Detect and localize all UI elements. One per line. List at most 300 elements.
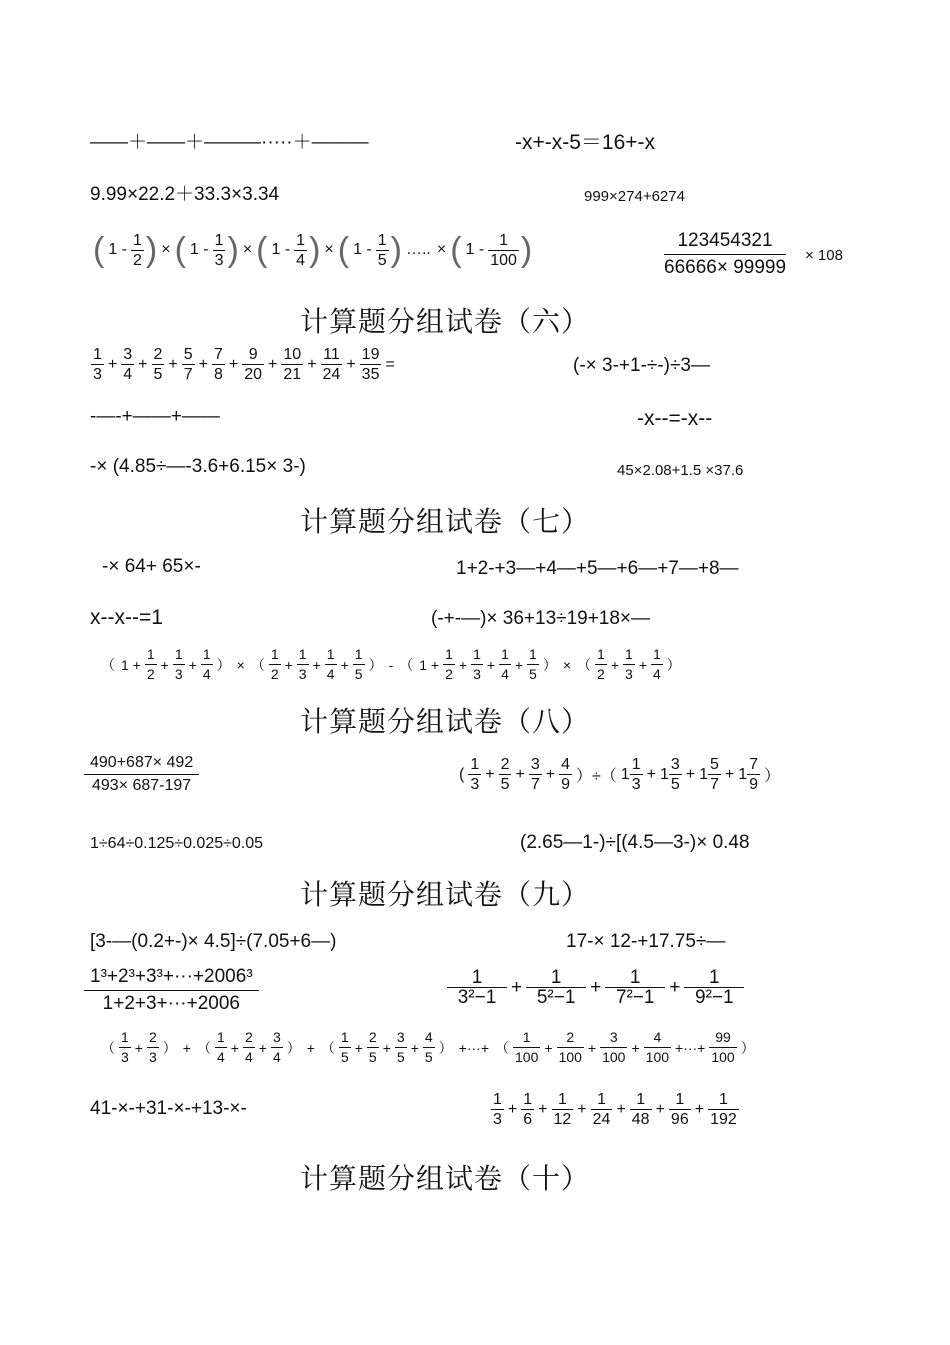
numerator: 1 — [630, 1090, 652, 1110]
fraction — [281, 346, 303, 383]
numerator: 3 — [530, 756, 540, 773]
operator: + — [507, 1100, 518, 1118]
numerator: 3 — [600, 1028, 627, 1048]
operator: + — [486, 656, 496, 673]
expr-multiplier: × 108 — [805, 247, 843, 264]
denominator: 48 — [631, 1111, 650, 1128]
denominator: 3 — [473, 666, 481, 682]
fraction — [271, 1029, 283, 1065]
denominator: 21 — [283, 366, 302, 383]
numerator: 1 — [133, 231, 142, 249]
expr-mixed-number-sum: 1+2-+3—+4—+5—+6—+7—+8— — [456, 558, 739, 579]
denominator: 5 — [529, 666, 537, 682]
fraction — [269, 646, 281, 682]
denominator: 9 — [561, 776, 570, 793]
fraction — [557, 1029, 584, 1065]
numerator: 9 — [242, 345, 264, 365]
operator: + — [694, 1100, 705, 1118]
operator: + — [655, 1100, 665, 1118]
numerator: 1 — [339, 1028, 351, 1048]
denominator: 3²−1 — [457, 987, 497, 1008]
numerator: 3 — [395, 1028, 407, 1048]
denominator: 4 — [244, 1049, 253, 1065]
denominator: 7 — [183, 366, 193, 383]
operator: + — [284, 656, 293, 673]
denominator: 4 — [653, 666, 661, 682]
operator: + — [458, 656, 468, 673]
denominator: 100 — [490, 251, 517, 269]
numerator: 5 — [710, 756, 719, 773]
operator: + — [590, 976, 602, 998]
numerator: 5 — [183, 346, 193, 363]
operator: × — [236, 656, 245, 673]
numerator: 2 — [243, 1028, 255, 1048]
numerator: 10 — [283, 346, 302, 363]
fraction — [423, 1029, 435, 1065]
denominator: 5²−1 — [536, 987, 576, 1008]
fraction — [595, 646, 607, 682]
numerator: 1 — [269, 645, 281, 665]
fraction — [630, 1091, 652, 1128]
term-prefix: 1 - — [353, 241, 372, 258]
term-prefix: 1 - — [189, 241, 209, 258]
fraction — [709, 1029, 736, 1065]
parenthesis: ) — [309, 231, 321, 269]
operator: + — [312, 656, 321, 673]
denominator: 4 — [272, 1049, 281, 1065]
denominator: 4 — [216, 1049, 225, 1065]
fraction — [119, 1029, 131, 1065]
operator: + — [188, 656, 197, 673]
parenthesis: （ — [399, 656, 414, 673]
operator: + — [616, 1100, 626, 1118]
expr-equation-x-2: -x--=-x-- — [637, 407, 713, 430]
parenthesis: ） — [216, 656, 231, 673]
denominator: 5 — [354, 666, 363, 682]
expr-mixed-product: 17-× 12-+17.75÷— — [566, 931, 726, 952]
denominator: 4 — [501, 666, 509, 682]
numerator: 19 — [361, 346, 380, 363]
fraction — [620, 756, 643, 793]
numerator: 1 — [669, 1090, 691, 1110]
numerator: 1 — [708, 1090, 739, 1110]
whole-part: 1 — [659, 765, 669, 783]
expr-fraction-product: -× 64+ 65×- — [102, 556, 201, 577]
operator: × — [562, 656, 572, 673]
parenthesis: ） — [368, 656, 383, 673]
numerator: 7 — [214, 346, 223, 363]
expr-fraction-sum — [90, 345, 398, 384]
parenthesis: （ — [250, 656, 265, 673]
numerator: 1 — [591, 1090, 613, 1110]
expr-grouped-sum-series — [98, 1028, 758, 1067]
operator: ）÷（ — [575, 768, 617, 785]
denominator: 7 — [530, 776, 540, 793]
numerator: 1 — [145, 645, 157, 665]
denominator: 3 — [148, 1049, 157, 1065]
operator: + — [724, 765, 735, 783]
term-prefix: 1 - — [465, 241, 485, 258]
operator: + — [587, 1039, 597, 1056]
ellipsis: ….. — [405, 241, 431, 258]
fraction — [552, 1091, 574, 1128]
parenthesis: ） — [286, 1039, 301, 1056]
operator: + — [160, 656, 169, 673]
fraction — [182, 346, 195, 383]
parenthesis: ） — [162, 1039, 177, 1056]
operator: + — [258, 1039, 267, 1056]
numerator: 1 — [214, 231, 224, 249]
numerator: 1 — [526, 968, 586, 988]
denominator: 5 — [670, 776, 680, 793]
parenthesis: ( — [174, 231, 186, 269]
numerator: 1³+2³+3³+···+2006³ — [84, 966, 259, 991]
numerator: 1 — [513, 1028, 540, 1048]
fraction — [499, 646, 511, 682]
parenthesis: ） — [764, 768, 781, 785]
fraction — [491, 1091, 504, 1128]
fraction — [659, 756, 682, 793]
term-prefix: 1 - — [271, 241, 291, 258]
numerator: 1 — [651, 645, 663, 665]
numerator: 123454321 — [664, 230, 786, 255]
expr-product-of-differences — [92, 230, 533, 270]
denominator: 4 — [202, 666, 211, 682]
operator: + — [514, 656, 524, 673]
parenthesis: （ — [101, 1039, 115, 1056]
numerator: 99 — [709, 1028, 736, 1048]
fraction — [339, 1029, 351, 1065]
denominator: 3 — [214, 251, 224, 269]
numerator: 11 — [321, 345, 343, 365]
numerator: 2 — [367, 1028, 379, 1048]
operator: + — [182, 1039, 191, 1056]
expr-fraction-series: -—-+——+—— — [90, 406, 220, 427]
fraction — [443, 646, 455, 682]
expr-mixed-products-sum: 41-×-+31-×-+13-×- — [90, 1098, 247, 1119]
equals-sign: = — [385, 355, 395, 373]
numerator: 1 — [488, 231, 519, 251]
parenthesis: （ — [577, 656, 592, 673]
denominator: 5 — [153, 366, 163, 383]
fraction — [201, 646, 213, 682]
numerator: 4 — [644, 1028, 671, 1048]
denominator: 1+2+3+···+2006 — [102, 993, 240, 1014]
section-title-7: 计算题分组试卷（七） — [300, 505, 591, 538]
numerator: 1 — [527, 645, 539, 665]
numerator: 2 — [557, 1028, 584, 1048]
fraction — [738, 756, 760, 793]
fraction — [591, 1091, 613, 1128]
expr-fraction-division — [456, 755, 783, 794]
numerator: 1 — [447, 968, 507, 988]
fraction — [447, 967, 507, 1008]
denominator: 8 — [214, 366, 223, 383]
expr-square-fraction-sum — [446, 968, 745, 1007]
operator: + — [511, 976, 523, 998]
operator: + — [306, 1039, 315, 1056]
parenthesis: ( — [459, 765, 465, 783]
operator: + — [382, 1039, 391, 1056]
denominator: 192 — [710, 1111, 737, 1128]
fraction — [145, 646, 157, 682]
numerator: 1 — [623, 645, 635, 665]
parenthesis: （ — [101, 656, 115, 673]
parenthesis: ) — [390, 231, 402, 269]
parenthesis: ) — [227, 231, 239, 269]
expr-grouped-fractions — [98, 645, 684, 684]
operator: + — [340, 656, 349, 673]
fraction — [91, 346, 104, 383]
numerator: 2 — [500, 756, 510, 773]
expr-decimal-product-2: 45×2.08+1.5 ×37.6 — [617, 462, 744, 479]
denominator: 4 — [296, 251, 306, 269]
numerator: 1 — [499, 645, 511, 665]
parenthesis: ( — [337, 231, 350, 269]
numerator: 1 — [377, 231, 387, 249]
numerator: 1 — [684, 968, 744, 988]
operator: + — [638, 656, 647, 673]
fraction — [212, 346, 225, 383]
numerator: 3 — [271, 1028, 283, 1048]
denominator: 4 — [326, 666, 335, 682]
numerator: 1 — [296, 231, 306, 249]
operator: + — [138, 355, 148, 373]
numerator: 1 — [443, 645, 455, 665]
ellipsis: +···+ — [458, 1039, 490, 1056]
denominator: 3 — [625, 666, 633, 682]
operator: + — [354, 1039, 363, 1056]
parenthesis: （ — [495, 1039, 510, 1056]
denominator: 35 — [361, 366, 380, 383]
operator: + — [107, 355, 118, 373]
expr-mixed-operations: (-× 3-+1-÷-)÷3— — [573, 355, 710, 376]
denominator: 24 — [592, 1111, 611, 1128]
operator: + — [307, 355, 317, 373]
operator: × — [161, 241, 171, 258]
section-title-8: 计算题分组试卷（八） — [300, 705, 591, 738]
operator: + — [577, 1100, 587, 1118]
denominator: 4 — [123, 366, 133, 383]
expr-equation-x: -x+-x-5＝16+-x — [515, 131, 656, 154]
numerator: 1 — [119, 1028, 131, 1048]
numerator: 4 — [561, 756, 570, 773]
numerator: 1 — [353, 645, 365, 665]
fraction — [243, 1029, 255, 1065]
whole-part: 1 — [699, 765, 708, 783]
denominator: 100 — [711, 1049, 735, 1065]
denominator: 100 — [515, 1049, 539, 1065]
parenthesis: （ — [320, 1039, 335, 1056]
fraction — [121, 346, 134, 383]
numerator: 1 — [552, 1090, 574, 1110]
operator: + — [631, 1039, 640, 1056]
fraction — [471, 646, 483, 682]
fraction — [468, 756, 481, 793]
fraction — [651, 646, 663, 682]
denominator: 3 — [493, 1111, 502, 1128]
expr-decimal-product: 9.99×22.2＋33.3×3.34 — [90, 184, 280, 205]
expr-geometric-fraction-sum — [490, 1090, 740, 1129]
operator: + — [230, 1039, 239, 1056]
fraction — [213, 231, 226, 269]
denominator: 5 — [368, 1049, 377, 1065]
fraction — [684, 967, 744, 1008]
fraction — [623, 646, 635, 682]
operator: + — [685, 765, 696, 783]
denominator: 493× 687-197 — [92, 777, 192, 794]
operator: + — [168, 355, 178, 373]
fraction — [367, 1029, 379, 1065]
expr-bracket-division: (2.65—1-)÷[(4.5—3-)× 0.48 — [520, 832, 750, 853]
parenthesis: ） — [438, 1039, 453, 1056]
numerator: 1 — [215, 1028, 227, 1048]
numerator: 7 — [749, 756, 759, 773]
fraction — [353, 646, 365, 682]
fraction — [360, 346, 382, 383]
numerator: 1 — [631, 756, 641, 773]
denominator: 96 — [670, 1111, 689, 1128]
numerator: 1 — [297, 645, 309, 665]
denominator: 2 — [270, 666, 279, 682]
ellipsis: +···+ — [675, 1039, 706, 1056]
parenthesis: ( — [450, 231, 462, 269]
fraction — [644, 1029, 671, 1065]
fraction — [376, 231, 389, 269]
denominator: 5 — [500, 776, 510, 793]
operator: + — [268, 355, 278, 373]
numerator: 1 — [493, 1091, 502, 1108]
denominator: 3 — [93, 366, 102, 383]
numerator: 1 — [325, 645, 337, 665]
numerator: 490+687× 492 — [84, 754, 199, 775]
fraction — [699, 756, 721, 793]
term-prefix: 1 + — [419, 656, 440, 673]
expr-cube-sum-fraction — [84, 966, 259, 1015]
fraction — [527, 646, 539, 682]
fraction — [173, 646, 185, 682]
operator: + — [545, 765, 556, 783]
parenthesis: ( — [256, 231, 268, 269]
denominator: 9²−1 — [695, 987, 734, 1008]
operator: + — [515, 765, 525, 783]
fraction — [529, 756, 542, 793]
expr-division-chain: 1÷64÷0.125÷0.025÷0.05 — [90, 835, 264, 852]
fraction — [559, 756, 572, 793]
fraction — [395, 1029, 407, 1065]
numerator: 4 — [423, 1028, 435, 1048]
operator: + — [485, 765, 495, 783]
denominator: 100 — [558, 1049, 582, 1065]
fraction — [215, 1029, 227, 1065]
denominator: 100 — [602, 1049, 626, 1065]
numerator: 1 — [523, 1091, 533, 1108]
parenthesis: ） — [740, 1039, 755, 1056]
whole-part: 1 — [620, 765, 630, 783]
denominator: 6 — [523, 1111, 533, 1128]
fraction — [605, 967, 665, 1008]
fraction — [521, 1091, 534, 1128]
term-prefix: 1 - — [108, 241, 127, 258]
expr-series-fractions: ——＋——＋———·····＋——— — [90, 132, 369, 153]
denominator: 3 — [298, 666, 307, 682]
expr-integer-fraction — [84, 754, 199, 795]
denominator: 5 — [424, 1049, 433, 1065]
denominator: 3 — [631, 776, 641, 793]
fraction — [708, 1091, 739, 1128]
operator: × — [436, 241, 447, 258]
whole-part: 1 — [738, 765, 748, 783]
operator: × — [324, 241, 334, 258]
section-title-9: 计算题分组试卷（九） — [300, 878, 591, 911]
denominator: 7²−1 — [615, 987, 655, 1008]
numerator: 2 — [147, 1028, 159, 1048]
section-title-10: 计算题分组试卷（十） — [300, 1162, 591, 1195]
fraction — [131, 231, 144, 269]
operator: - — [388, 656, 394, 673]
denominator: 2 — [133, 251, 142, 269]
fraction — [669, 1091, 691, 1128]
fraction — [321, 346, 343, 383]
numerator: 1 — [471, 645, 483, 665]
denominator: 2 — [597, 666, 605, 682]
operator: × — [242, 241, 253, 258]
parenthesis: ) — [520, 231, 533, 269]
expr-integer-product: 999×274+6274 — [584, 188, 685, 205]
numerator: 3 — [670, 756, 680, 773]
operator: + — [544, 1039, 553, 1056]
denominator: 3 — [121, 1049, 129, 1065]
expr-large-fraction — [664, 230, 786, 279]
fraction — [152, 346, 165, 383]
fraction — [294, 231, 307, 269]
operator: + — [646, 765, 656, 783]
denominator: 5 — [396, 1049, 405, 1065]
operator: + — [669, 976, 681, 998]
parenthesis: （ — [196, 1039, 211, 1056]
denominator: 9 — [749, 776, 759, 793]
section-title-6: 计算题分组试卷（六） — [300, 305, 591, 338]
numerator: 1 — [201, 645, 213, 665]
denominator: 7 — [710, 776, 719, 793]
parenthesis: ） — [666, 656, 681, 673]
expr-distributive: (-+-—)× 36+13÷19+18×— — [431, 608, 651, 629]
denominator: 24 — [322, 366, 341, 383]
denominator: 2 — [445, 666, 453, 682]
denominator: 3 — [470, 776, 480, 793]
denominator: 20 — [244, 366, 263, 383]
fraction — [147, 1029, 159, 1065]
parenthesis: ) — [145, 231, 158, 269]
fraction — [488, 231, 519, 269]
denominator: 12 — [553, 1111, 572, 1128]
operator: + — [538, 1100, 548, 1118]
expr-decimal-mixed: -× (4.85÷—-3.6+6.15× 3-) — [90, 456, 306, 477]
fraction — [526, 967, 586, 1008]
denominator: 5 — [377, 251, 387, 269]
operator: + — [346, 355, 356, 373]
fraction — [499, 756, 512, 793]
fraction — [325, 646, 337, 682]
operator: + — [410, 1039, 419, 1056]
denominator: 2 — [146, 666, 155, 682]
numerator: 1 — [93, 346, 102, 363]
fraction — [242, 346, 264, 383]
operator: + — [610, 656, 620, 673]
denominator: 100 — [645, 1049, 670, 1065]
expr-bracket-expression: [3-—(0.2+-)× 4.5]÷(7.05+6—) — [90, 931, 337, 952]
fraction — [297, 646, 309, 682]
